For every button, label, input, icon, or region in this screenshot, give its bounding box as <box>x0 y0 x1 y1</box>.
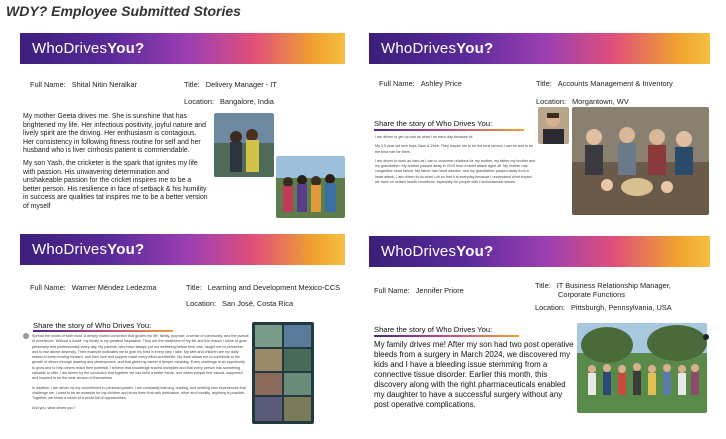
story-text <box>23 113 208 216</box>
full-name-field: Full Name: Warner Méndez Ledezma <box>30 283 157 292</box>
story-paragraph: My family drives me! After my son had two post operative bleeds from a surgery in March 2024, we discovered my kids and I have a bleeding issue stemming from a connective tissue disorder. Earlier this month, this discovery along with the right pharmaceuticals enabled my daughter to have a successful surgery without any post operative complications. <box>374 340 574 409</box>
title-field: Title: Learning and Development Mexico-CCS <box>186 283 341 292</box>
story-card-warner <box>20 234 345 429</box>
full-name-value: Shital Nitin Neralkar <box>71 80 138 89</box>
share-heading: Share the story of Who Drives You: <box>33 321 152 330</box>
story-paragraph: My mother Geeta drives me. She is sunshine that has brightened my life. Her infectious positivity, joyful nature and lively spirit are the driving. Her enthusiasm is contagious. Her consistency in following fitness routine for self and her husband who is liver cirrhosis patient is commendable. <box>23 113 206 155</box>
location-field: Location: Bangalore, India <box>184 97 274 106</box>
portrait-photo <box>538 107 569 144</box>
story-text <box>374 340 574 414</box>
share-underline <box>33 330 173 332</box>
location-field: Location: Pittsburgh, Pennsylvania, USA <box>535 303 672 312</box>
location-field: Location: San José, Costa Rica <box>186 299 294 308</box>
location-field: Location: Morgantown, WV <box>536 97 629 106</box>
full-name-value: Warner Méndez Ledezma <box>71 283 157 292</box>
title-field: Title: Accounts Management & Inventory <box>536 79 673 88</box>
card-banner <box>369 236 710 267</box>
full-name-field: Full Name: Jennifer Priore <box>374 286 464 295</box>
story-paragraph: My son Yash, the cricketer is the spark that ignites my life with passion. His unwavering determination and unshakeable passion for the cricket inspires me to be a better person. His resilience in face of setback & his humility in success are qualities tat inspires me to be a better version of myself <box>23 159 208 210</box>
share-heading: Share the story of Who Drives You: <box>374 325 493 334</box>
title-value-line2: Corporate Functions <box>558 289 625 299</box>
family-photo <box>577 323 707 413</box>
family-photo <box>572 107 709 215</box>
family-photo <box>214 113 274 177</box>
location-value: Bangalore, India <box>220 97 274 106</box>
full-name-value: Jennifer Priore <box>415 286 464 295</box>
full-name-field: Full Name: Shital Nitin Neralkar <box>30 80 138 89</box>
story-card-ashley <box>369 33 710 218</box>
location-value: Pittsburgh, Pennsylvania, USA <box>571 303 672 312</box>
story-paragraph: My 2.5 year old twin boys Zane & Zeke. They inspire me to be the best person I can be and to be the best role for them. <box>375 144 534 154</box>
group-photo <box>276 156 345 218</box>
story-card-shital <box>20 33 345 218</box>
banner-logo: WhoDrivesYou? <box>381 40 494 57</box>
banner-logo: WhoDrivesYou? <box>381 243 494 260</box>
story-paragraph: I am driven to get up and do what I do each day because of: <box>375 135 473 139</box>
story-card-jennifer <box>369 236 710 429</box>
location-value: San José, Costa Rica <box>222 299 294 308</box>
title-field: Title: IT Business Relationship Manager, Corporate Functions <box>535 281 671 299</box>
page-title: WDY? Employee Submitted Stories <box>6 3 241 19</box>
story-text <box>32 334 249 429</box>
banner-logo: WhoDrivesYou? <box>32 40 145 57</box>
banner-logo: WhoDrivesYou? <box>32 241 145 258</box>
share-underline <box>374 335 519 337</box>
story-text <box>375 135 537 189</box>
card-banner <box>20 234 345 265</box>
share-underline <box>374 129 524 131</box>
carousel-next-icon[interactable] <box>703 334 709 340</box>
story-paragraph: I am driven to work as hard as I can in customer relations for my mother, my father my brother and my grandfather. My brother passed away in 2019 from a heart attack aged 40. My mother has congestive heart failure. My father has heart disease, and my grandfather passed away from a heart attack. I am driven to do what I do so that it is everyday because I understand what impact we have on certain health conditions, especially for people with Cardiovascular issues. <box>375 158 536 185</box>
title-value: IT Business Relationship Manager, <box>556 281 671 290</box>
title-field: Title: Delivery Manager - IT <box>184 80 277 89</box>
full-name-value: Ashley Price <box>420 79 462 88</box>
location-value: Morgantown, WV <box>572 97 629 106</box>
carousel-prev-icon[interactable] <box>23 333 29 339</box>
story-paragraph: And you, what drives you? <box>32 405 76 410</box>
title-value: Delivery Manager - IT <box>205 80 277 89</box>
story-paragraph: In addition, I am driven by my commitment to personal growth. I am constantly learning, reading, and seeking new experiences that challenge me. I want to be an example for my children and show them that with dedication, effort and humility, anything is possible. Together, we share a vision of a world full of opportunities. <box>32 385 246 401</box>
collage-photo <box>252 322 314 424</box>
title-value: Learning and Development Mexico-CCS <box>207 283 341 292</box>
card-banner <box>369 33 710 64</box>
share-heading: Share the story of Who Drives You: <box>374 119 493 128</box>
full-name-field: Full Name: Ashley Price <box>379 79 462 88</box>
story-paragraph: Spread the words of faith most. A deeply rooted conviction that guides my life: family, purpose, a sense of community, and the pursuit of excellence. Without a doubt, my family is my greatest inspiration. They are the backbone of my life and the reason I strive to grow personally and professionally every day. My parents, who have always put our wellbeing before their own, taught me to persevere and to rise above adversity. Their example motivates me to give my best in every step I take. My wife and children are my daily reason to keep moving forward, and their love and support make every effort worthwhile. My work allows me to contribute to the growth of others through learning and development, and that gives my career a deeper meaning. Every challenge is an opportunity to grow and to help others reach their potential. I believe that knowledge shared multiplies and that every person has something valuable to offer. I am driven by the conviction that together we can build a better future, one where people feel valued, supported and inspired to be the best version of themselves. <box>32 334 249 381</box>
card-banner <box>20 33 345 64</box>
title-value: Accounts Management & Inventory <box>557 79 673 88</box>
